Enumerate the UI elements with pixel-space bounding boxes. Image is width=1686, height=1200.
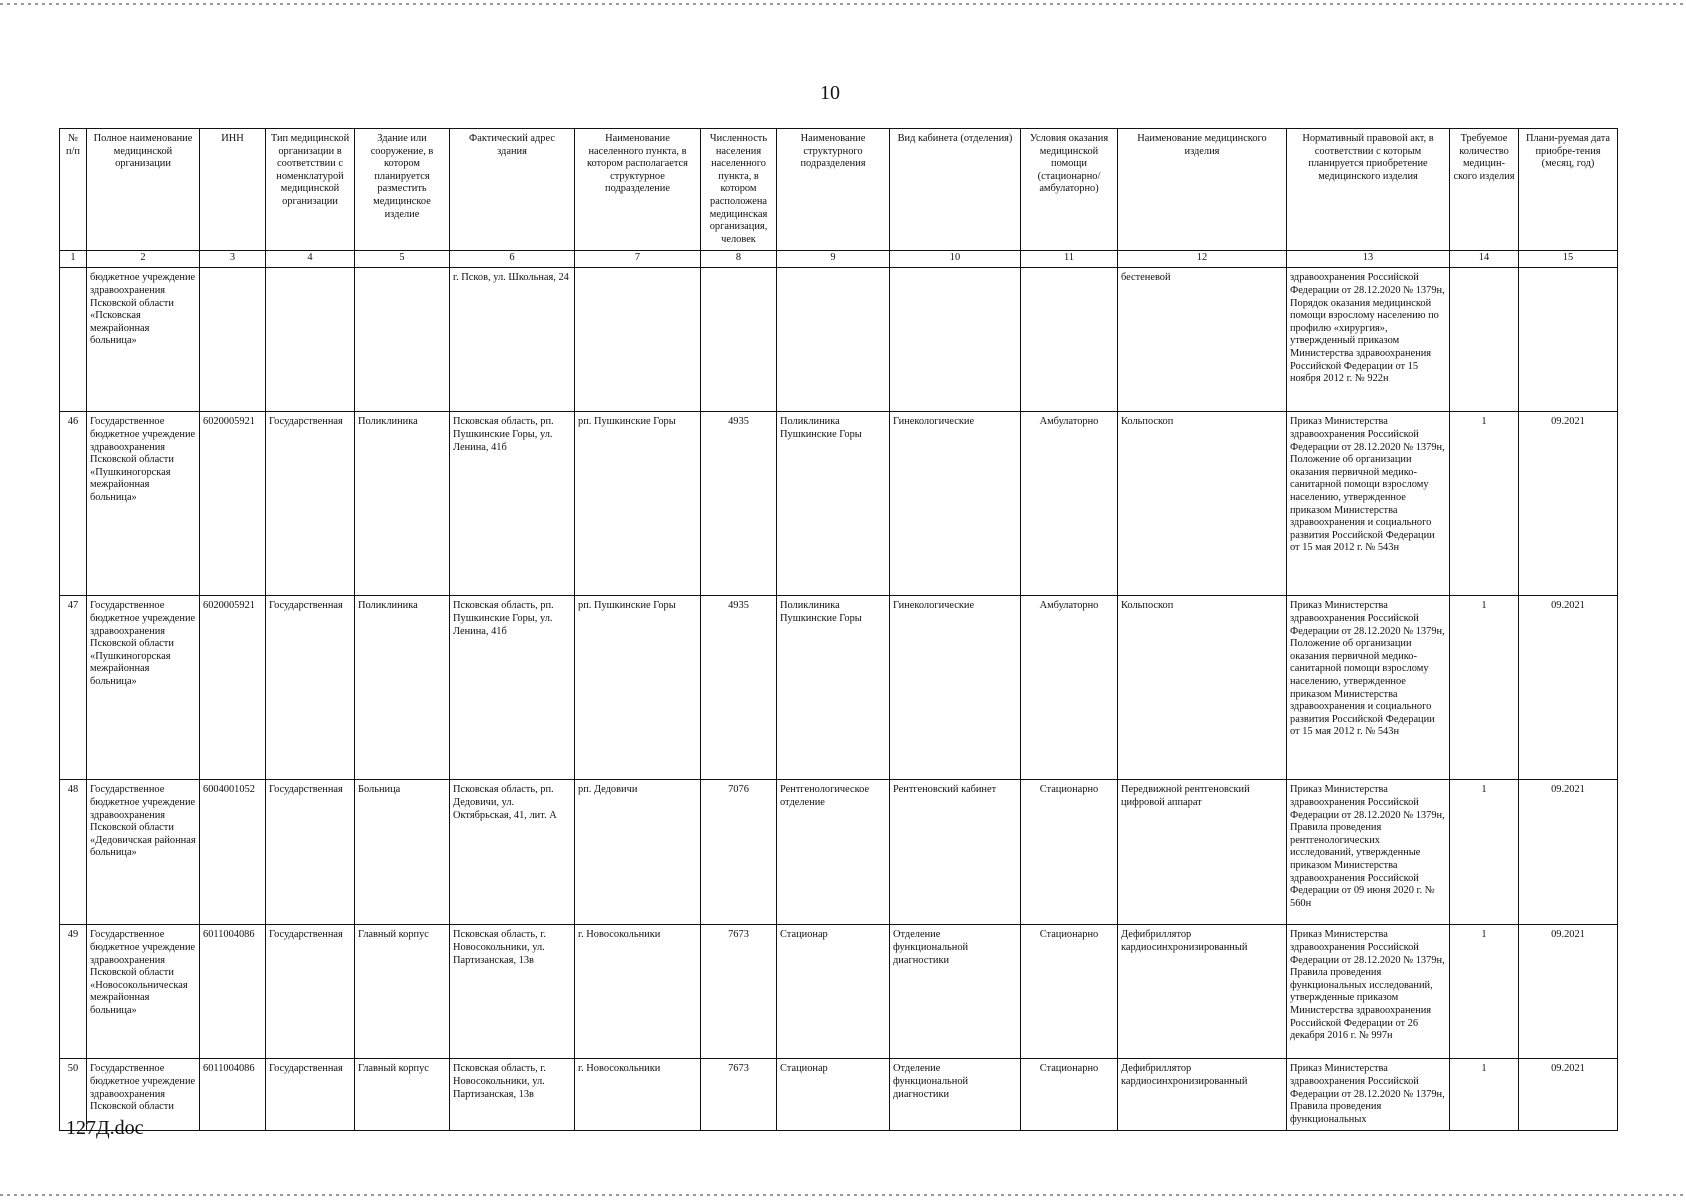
population: 7076 [701, 780, 777, 925]
settlement: рп. Пушкинские Горы [575, 596, 701, 780]
address: г. Псков, ул. Школьная, 24 [450, 268, 575, 412]
row-number: 46 [60, 412, 87, 596]
scan-edge-bottom [0, 1194, 1686, 1196]
settlement: рп. Пушкинские Горы [575, 412, 701, 596]
header-cell: Здание или сооружение, в котором планируется разместить медицинское изделие [355, 129, 450, 251]
header-cell: Нормативный правовой акт, в соответствии с которым планируется приобретение медицинского изделия [1287, 129, 1450, 251]
inn: 6020005921 [200, 412, 266, 596]
structural-unit: Рентгенологическое отделение [777, 780, 890, 925]
org-type: Государственная [266, 596, 355, 780]
address: Псковская область, рп. Дедовичи, ул. Октябрьская, 41, лит. А [450, 780, 575, 925]
device-name: Кольпоскоп [1118, 412, 1287, 596]
building: Главный корпус [355, 925, 450, 1059]
legal-act: Приказ Министерства здравоохранения Российской Федерации от 28.12.2020 № 1379н, Правила проведения рентгенологических исследований, утвержденные приказом Министерства здравоохранения Российской Федерации от 09 июня 2020 г. № 560н [1287, 780, 1450, 925]
header-cell: Численность населения населенного пункта, в котором расположена медицинская организация, человек [701, 129, 777, 251]
org-type: Государственная [266, 1059, 355, 1131]
row-number: 47 [60, 596, 87, 780]
column-number: 8 [701, 251, 777, 268]
column-number: 14 [1450, 251, 1519, 268]
header-cell: Требуемое количество медицин-ского изделия [1450, 129, 1519, 251]
care-conditions: Стационарно [1021, 1059, 1118, 1131]
legal-act: здравоохранения Российской Федерации от 28.12.2020 № 1379н, Порядок оказания медицинской помощи взрослому населению по профилю «хирургия», утвержденный приказом Министерства здравоохранения Российской Федерации от 15 ноября 2012 г. № 922н [1287, 268, 1450, 412]
column-number: 10 [890, 251, 1021, 268]
org-name: Государственное бюджетное учреждение здравоохранения Псковской области [87, 1059, 200, 1131]
org-type [266, 268, 355, 412]
purchase-date: 09.2021 [1519, 412, 1618, 596]
table-row [60, 412, 1618, 596]
inn: 6020005921 [200, 596, 266, 780]
population: 4935 [701, 412, 777, 596]
population [701, 268, 777, 412]
cabinet-type: Отделение функциональной диагностики [890, 925, 1021, 1059]
building: Главный корпус [355, 1059, 450, 1131]
care-conditions: Стационарно [1021, 925, 1118, 1059]
column-number: 12 [1118, 251, 1287, 268]
cabinet-type: Гинекологические [890, 412, 1021, 596]
org-type: Государственная [266, 412, 355, 596]
population: 4935 [701, 596, 777, 780]
device-name: Передвижной рентгеновский цифровой аппарат [1118, 780, 1287, 925]
table-row [60, 780, 1618, 925]
column-number: 9 [777, 251, 890, 268]
structural-unit [777, 268, 890, 412]
header-cell: № п/п [60, 129, 87, 251]
structural-unit: Стационар [777, 925, 890, 1059]
row-number: 50 [60, 1059, 87, 1131]
column-number: 5 [355, 251, 450, 268]
document-filename: 127Д.doc [66, 1117, 144, 1139]
settlement: рп. Дедовичи [575, 780, 701, 925]
address: Псковская область, г. Новосокольники, ул. Партизанская, 13в [450, 1059, 575, 1131]
column-number: 15 [1519, 251, 1618, 268]
care-conditions: Амбулаторно [1021, 412, 1118, 596]
building: Больница [355, 780, 450, 925]
row-number: 49 [60, 925, 87, 1059]
inn: 6011004086 [200, 1059, 266, 1131]
settlement [575, 268, 701, 412]
quantity: 1 [1450, 925, 1519, 1059]
inn: 6011004086 [200, 925, 266, 1059]
header-cell: Наименование структурного подразделения [777, 129, 890, 251]
column-number: 11 [1021, 251, 1118, 268]
column-number: 1 [60, 251, 87, 268]
medical-equipment-table [59, 128, 1618, 1131]
address: Псковская область, рп. Пушкинские Горы, ул. Ленина, 41б [450, 412, 575, 596]
care-conditions: Амбулаторно [1021, 596, 1118, 780]
address: Псковская область, рп. Пушкинские Горы, ул. Ленина, 41б [450, 596, 575, 780]
cabinet-type: Рентгеновский кабинет [890, 780, 1021, 925]
settlement: г. Новосокольники [575, 925, 701, 1059]
column-number: 4 [266, 251, 355, 268]
settlement: г. Новосокольники [575, 1059, 701, 1131]
building: Поликлиника [355, 412, 450, 596]
device-name: Дефибриллятор кардиосинхронизированный [1118, 925, 1287, 1059]
header-cell: ИНН [200, 129, 266, 251]
table-row [60, 268, 1618, 412]
purchase-date: 09.2021 [1519, 925, 1618, 1059]
row-number [60, 268, 87, 412]
legal-act: Приказ Министерства здравоохранения Российской Федерации от 28.12.2020 № 1379н, Правила проведения функциональных [1287, 1059, 1450, 1131]
legal-act: Приказ Министерства здравоохранения Российской Федерации от 28.12.2020 № 1379н, Правила проведения функциональных исследований, утвержденные приказом Министерства здравоохранения Российской Федерации от 26 декабря 2016 г. № 997н [1287, 925, 1450, 1059]
column-number-row [60, 251, 1618, 268]
population: 7673 [701, 925, 777, 1059]
header-cell: Условия оказания медицинской помощи (стационарно/ амбулаторно) [1021, 129, 1118, 251]
structural-unit: Поликлиника Пушкинские Горы [777, 596, 890, 780]
legal-act: Приказ Министерства здравоохранения Российской Федерации от 28.12.2020 № 1379н, Положение об организации оказания первичной медико-санитарной помощи взрослому населению, утвержденное приказом Министерства здравоохранения и социального развития Российской Федерации от 15 мая 2012 г. № 543н [1287, 596, 1450, 780]
building: Поликлиника [355, 596, 450, 780]
quantity: 1 [1450, 596, 1519, 780]
column-number: 7 [575, 251, 701, 268]
page-number: 10 [820, 82, 840, 104]
quantity [1450, 268, 1519, 412]
device-name: Кольпоскоп [1118, 596, 1287, 780]
purchase-date [1519, 268, 1618, 412]
org-name: бюджетное учреждение здравоохранения Псковской области «Псковская межрайонная больница» [87, 268, 200, 412]
row-number: 48 [60, 780, 87, 925]
cabinet-type: Отделение функциональной диагностики [890, 1059, 1021, 1131]
care-conditions [1021, 268, 1118, 412]
cabinet-type [890, 268, 1021, 412]
org-name: Государственное бюджетное учреждение здравоохранения Псковской области «Пушкиногорская межрайонная больница» [87, 596, 200, 780]
inn [200, 268, 266, 412]
quantity: 1 [1450, 780, 1519, 925]
scan-edge-top [0, 3, 1686, 5]
org-name: Государственное бюджетное учреждение здравоохранения Псковской области «Дедовичская районная больница» [87, 780, 200, 925]
header-cell: Наименование населенного пункта, в котором располагается структурное подразделение [575, 129, 701, 251]
header-cell: Фактический адрес здания [450, 129, 575, 251]
org-name: Государственное бюджетное учреждение здравоохранения Псковской области «Пушкиногорская межрайонная больница» [87, 412, 200, 596]
cabinet-type: Гинекологические [890, 596, 1021, 780]
quantity: 1 [1450, 1059, 1519, 1131]
table-row [60, 596, 1618, 780]
header-cell: Тип медицинской организации в соответствии с номенклатурой медицинской организации [266, 129, 355, 251]
address: Псковская область, г. Новосокольники, ул. Партизанская, 13в [450, 925, 575, 1059]
structural-unit: Поликлиника Пушкинские Горы [777, 412, 890, 596]
org-type: Государственная [266, 925, 355, 1059]
inn: 6004001052 [200, 780, 266, 925]
column-number: 13 [1287, 251, 1450, 268]
column-number: 3 [200, 251, 266, 268]
header-cell: Наименование медицинского изделия [1118, 129, 1287, 251]
header-row [60, 129, 1618, 251]
purchase-date: 09.2021 [1519, 1059, 1618, 1131]
table-row [60, 925, 1618, 1059]
header-cell: Полное наименование медицинской организации [87, 129, 200, 251]
org-name: Государственное бюджетное учреждение здравоохранения Псковской области «Новосокольническая межрайонная больница» [87, 925, 200, 1059]
structural-unit: Стационар [777, 1059, 890, 1131]
table-row [60, 1059, 1618, 1131]
device-name: бестеневой [1118, 268, 1287, 412]
device-name: Дефибриллятор кардиосинхронизированный [1118, 1059, 1287, 1131]
column-number: 2 [87, 251, 200, 268]
column-number: 6 [450, 251, 575, 268]
care-conditions: Стационарно [1021, 780, 1118, 925]
header-cell: Плани-руемая дата приобре-тения (месяц, год) [1519, 129, 1618, 251]
org-type: Государственная [266, 780, 355, 925]
purchase-date: 09.2021 [1519, 780, 1618, 925]
purchase-date: 09.2021 [1519, 596, 1618, 780]
building [355, 268, 450, 412]
legal-act: Приказ Министерства здравоохранения Российской Федерации от 28.12.2020 № 1379н, Положение об организации оказания первичной медико-санитарной помощи взрослому населению, утвержденное приказом Министерства здравоохранения и социального развития Российской Федерации от 15 мая 2012 г. № 543н [1287, 412, 1450, 596]
quantity: 1 [1450, 412, 1519, 596]
header-cell: Вид кабинета (отделения) [890, 129, 1021, 251]
population: 7673 [701, 1059, 777, 1131]
